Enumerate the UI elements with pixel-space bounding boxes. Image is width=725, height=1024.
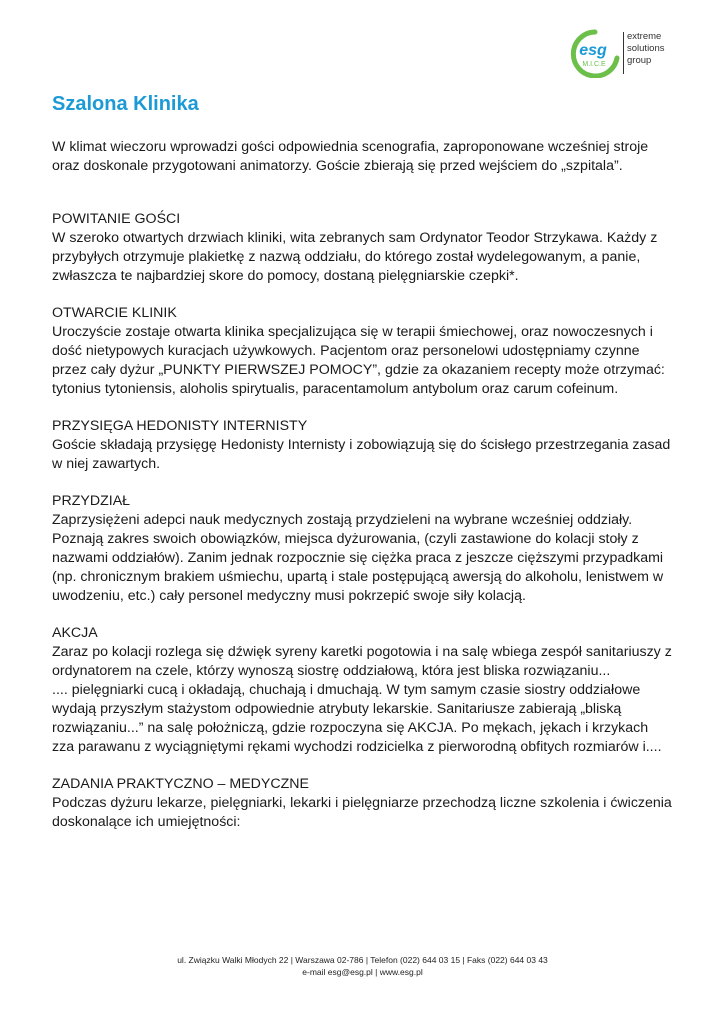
- logo-divider: [623, 32, 624, 74]
- section-text-action: Zaraz po kolacji rozlega się dźwięk syreny karetki pogotowia i na salę wbiega zespół sanitariuszy z ordynatorem na czele, którzy wynoszą siostrę oddziałową, która jest bliska rozwiązaniu...: [52, 644, 672, 679]
- page-footer: [0, 954, 725, 978]
- section-text-action-continued: .... pielęgniarki cucą i okładają, chuchają i dmuchają. W tym samym czasie siostry oddziałowe wydają przyszłym stażystom odpowiednie atrybuty lekarskie. Sanitariusze zabierają „bliską rozwiązaniu...” na salę położniczą, gdzie rozpoczyna się AKCJA. Po mękach, jękach i krzykach zza parawanu z wyciągniętymi rękami wychodzi rodzicielka z pierworodną obfitych rozmiarów i....: [52, 682, 662, 755]
- section-heading-oath: PRZYSIĘGA HEDONISTY INTERNISTY: [52, 418, 308, 434]
- footer-contact: e-mail esg@esg.pl | www.esg.pl: [302, 967, 423, 977]
- section-heading-action: AKCJA: [52, 625, 98, 641]
- logo-word-3: group: [627, 55, 652, 66]
- intro-paragraph: W klimat wieczoru wprowadzi gości odpowiednia scenografia, zaproponowane wcześniej stroje oraz doskonale przygotowani animatorzy. Goście zbierają się przed wejściem do „szpitala”.: [52, 139, 649, 174]
- logo-letters: esg: [579, 42, 607, 59]
- section-text-oath: Goście składają przysięgę Hedonisty Internisty i zobowiązują się do ścisłego przestrzegania zasad w niej zawartych.: [52, 437, 671, 472]
- logo-word-2: solutions: [627, 43, 665, 54]
- logo-sub: M.I.C.E: [582, 61, 606, 68]
- section-text-opening: Uroczyście zostaje otwarta klinika specjalizująca się w terapii śmiechowej, oraz nowoczesnych i dość nietypowych kuracjach używkowych. Pacjentom oraz personelowi udostępniamy czynne przez cały dyżur „PUNKTY PIERWSZEJ POMOCY”, gdzie za okazaniem recepty może otrzymać: tytonius tytoniensis, aloholis spirytualis, paracentamolum antybolum oraz carum cofeinum.: [52, 324, 665, 397]
- section-heading-tasks: ZADANIA PRAKTYCZNO – MEDYCZNE: [52, 776, 309, 792]
- section-heading-opening: OTWARCIE KLINIK: [52, 305, 177, 321]
- footer-address: ul. Związku Walki Młodych 22 | Warszawa 02-786 | Telefon (022) 644 03 15 | Faks (022) 644 03 43: [177, 955, 548, 965]
- page-title: Szalona Klinika: [52, 93, 199, 115]
- esg-logo-mark: [565, 28, 621, 78]
- section-text-welcome: W szeroko otwartych drzwiach kliniki, wita zebranych sam Ordynator Teodor Strzykawa. Każdy z przybyłych otrzymuje plakietkę z nazwą oddziału, do którego został wydelegowanym, a panie, zwłaszcza te najbardziej skore do pomocy, dostaną pielęgniarskie czepki*.: [52, 230, 658, 284]
- section-text-assignment: Zaprzysiężeni adepci nauk medycznych zostają przydzieleni na wybrane wcześniej oddziały. Poznają zakres swoich obowiązków, miejsca dyżurowania, (czyli zastawione do kolacji stoły z nazwami oddziałów). Zanim jednak rozpocznie się ciężka praca z jeszcze cięższymi przypadkami (np. chronicznym brakiem uśmiechu, upartą i stale postępującą awersją do alkoholu, lenistwem w uwodzeniu, etc.) cały personel medyczny musi pokrzepić swoje siły kolacją.: [52, 512, 664, 604]
- section-heading-assignment: PRZYDZIAŁ: [52, 493, 131, 509]
- logo-word-1: extreme: [627, 31, 662, 42]
- section-heading-welcome: POWITANIE GOŚCI: [52, 211, 181, 227]
- logo-wordmark: [627, 31, 665, 67]
- company-logo: [565, 28, 685, 78]
- section-text-tasks: Podczas dyżuru lekarze, pielęgniarki, lekarki i pielęgniarze przechodzą liczne szkolenia i ćwiczenia doskonalące ich umiejętności:: [52, 795, 672, 830]
- document-body: [52, 138, 674, 832]
